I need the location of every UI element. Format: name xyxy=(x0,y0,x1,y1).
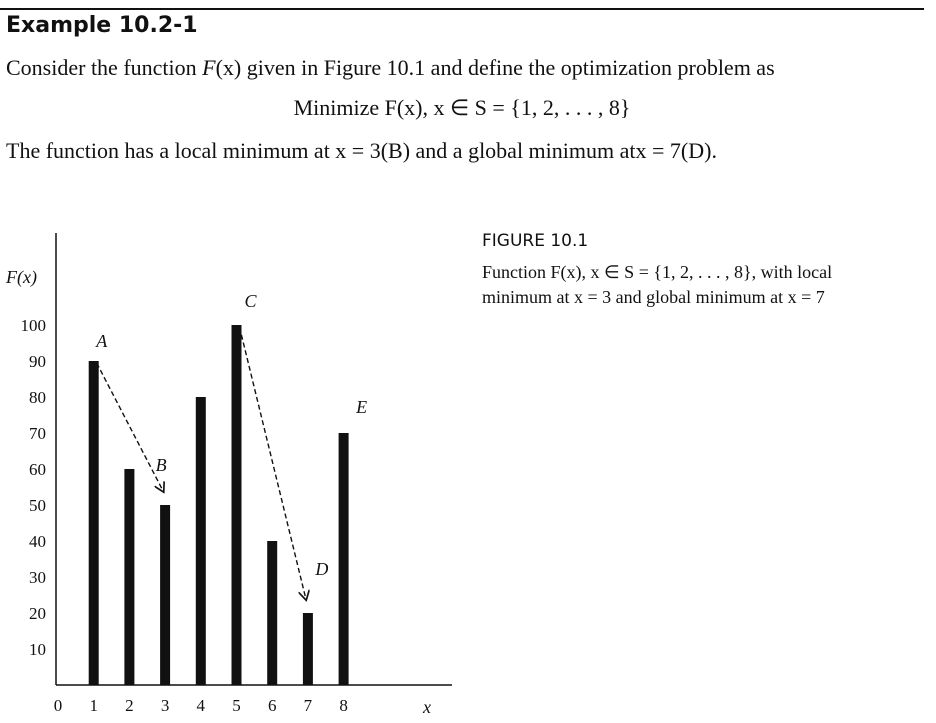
bar-x8 xyxy=(339,433,349,685)
y-tick-label: 100 xyxy=(20,316,46,335)
caption-line-1: Function F(x), x ∈ S = {1, 2, . . . , 8}, with local xyxy=(482,262,833,282)
x-tick-label: 6 xyxy=(267,696,277,715)
x-tick-label: 7 xyxy=(303,696,313,715)
bar-x7 xyxy=(303,613,313,685)
y-tick-label: 70 xyxy=(29,424,46,443)
point-label-B: B xyxy=(155,455,167,475)
x-tick-label: 1 xyxy=(89,696,98,715)
x-tick-label: 5 xyxy=(232,696,241,715)
bar-x2 xyxy=(124,469,134,685)
x-tick-label: 2 xyxy=(125,696,134,715)
y-tick-label: 60 xyxy=(29,460,46,479)
bar-x6 xyxy=(267,541,277,685)
paragraph-intro: Consider the function F(x) given in Figure 10.1 and define the optimization problem as xyxy=(6,55,775,80)
y-tick-label: 20 xyxy=(29,604,46,623)
point-label-C: C xyxy=(244,291,257,311)
top-rule xyxy=(0,8,924,10)
example-heading: Example 10.2-1 xyxy=(6,13,198,38)
caption-line-2: minimum at x = 3 and global minimum at x = 7 xyxy=(482,287,825,307)
figure-title: FIGURE 10.1 xyxy=(482,231,589,251)
point-label-E: E xyxy=(356,397,368,417)
x-tick-label: 8 xyxy=(339,696,348,715)
bar-x1 xyxy=(89,361,99,685)
y-tick-label: 10 xyxy=(29,640,46,659)
x-axis-label: x xyxy=(423,697,431,717)
y-tick-label: 80 xyxy=(29,388,46,407)
y-tick-label: 90 xyxy=(29,352,46,371)
paragraph-minima: The function has a local minimum at x = 3(B) and a global minimum atx = 7(D). xyxy=(6,138,717,163)
point-label-A: A xyxy=(96,331,108,351)
optimization-equation: Minimize F(x), x ∈ S = {1, 2, . . . , 8} xyxy=(293,95,631,120)
x-tick-label: 3 xyxy=(160,696,170,715)
bar-x5 xyxy=(232,325,242,685)
bar-x4 xyxy=(196,397,206,685)
bar-chart xyxy=(0,225,470,720)
y-tick-label: 30 xyxy=(29,568,46,587)
point-label-D: D xyxy=(315,559,329,579)
y-tick-label: 50 xyxy=(29,496,46,515)
y-axis-label: F(x) xyxy=(6,267,37,287)
x-tick-label: 0 xyxy=(53,696,63,715)
x-tick-label: 4 xyxy=(196,696,206,715)
bar-x3 xyxy=(160,505,170,685)
figure-caption xyxy=(482,260,922,310)
y-tick-label: 40 xyxy=(29,532,46,551)
